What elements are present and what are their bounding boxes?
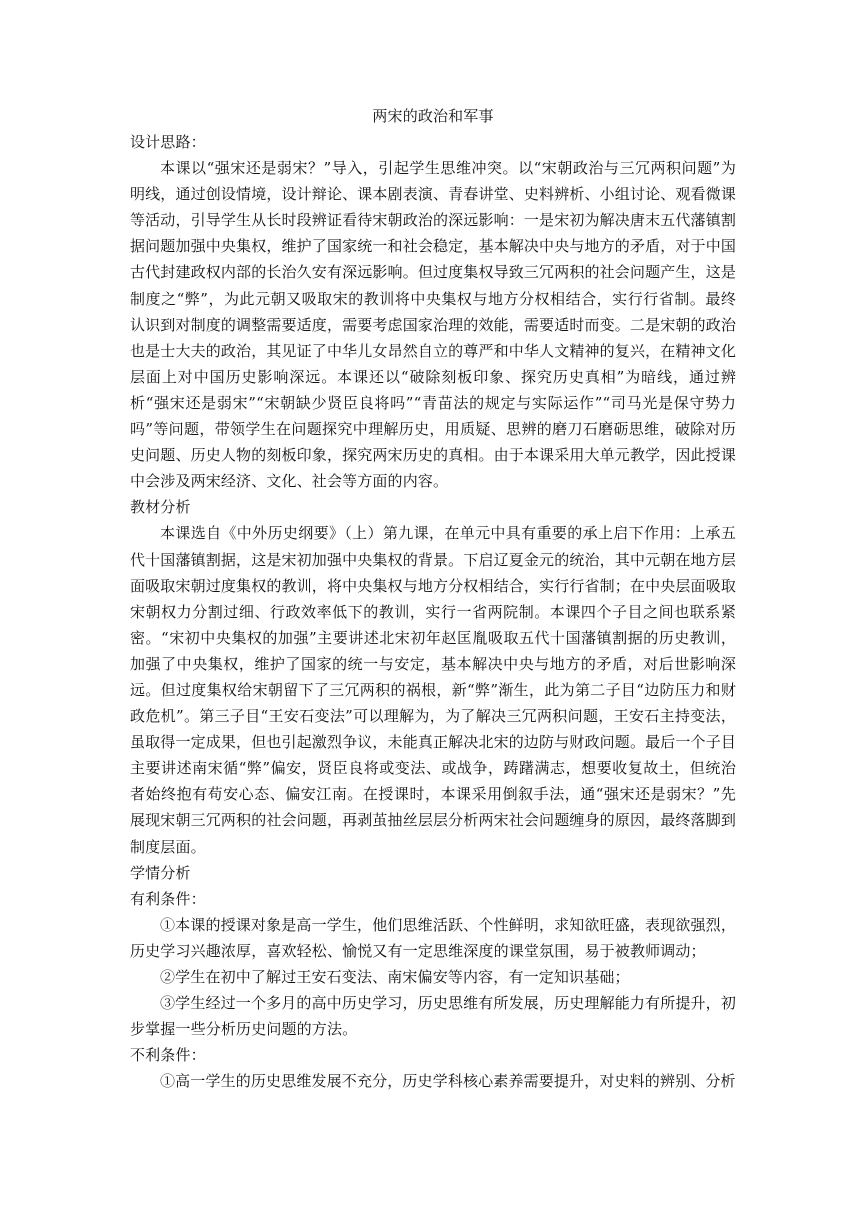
section-heading-design: 设计思路： [130,133,206,151]
subheading-unfavorable: 不利条件： [130,1046,206,1065]
design-paragraph: 本课以“强宋还是弱宋？”导入，引起学生思维冲突。以“宋朝政治与三冗两积问题”为明线，通过创设情境，设计辩论、课本剧表演、青春讲堂、史料辨析、小组讨论、观看微课等活动，引导学生从长时段辨证看待宋朝政治的深远影响：一是宋初为解决唐末五代藩镇割据问题加强中央集权，维护了国家统一和社会稳定，基本解决中央与地方的矛盾，对于中国古代封建政权内部的长治久安有深远影响。但过度集权导致三冗两积的社会问题产生，这是制度之“弊”，为此元朝又吸取宋的教训将中央集权与地方分权相结合，实行行省制。最终认识到对制度的调整需要适度，需要考虑国家治理的效能，需要适时而变。二是宋朝的政治也是士大夫的政治，其见证了中华儿女昂然自立的尊严和中华人文精神的复兴，在精神文化层面上对中国历史影响深远。本课还以“破除刻板印象、探究历史真相”为暗线，通过辨析“强宋还是弱宋”“宋朝缺少贤臣良将吗”“青苗法的规定与实际运作”“司马光是保守势力吗”等问题，带领学生在问题探究中理解历史，用质疑、思辨的磨刀石磨砺思维，破除对历史问题、历史人物的刻板印象，探究两宋历史的真相。由于本课采用大单元教学，因此授课中会涉及两宋经济、文化、社会等方面的内容。 [130,159,737,491]
favorable-item-2: ②学生在初中了解过王安石变法、南宋偏安等内容，有一定知识基础； [160,968,630,986]
unfavorable-item-1: ①高一学生的历史思维发展不充分，历史学科核心素养需要提升，对史料的辨别、分析 [160,1072,736,1091]
textbook-paragraph: 本课选自《中外历史纲要》（上）第九课，在单元中具有重要的承上启下作用：上承五代十国藩镇割据，这是宋初加强中央集权的背景。下启辽夏金元的统治，其中元朝在地方层面吸取宋朝过度集权的教训，将中央集权与地方分权相结合，实行行省制；在中央层面吸取宋朝权力分割过细、行政效率低下的教训，实行一省两院制。本课四个子目之间也联系紧密。“宋初中央集权的加强”主要讲述北宋初年赵匡胤吸取五代十国藩镇割据的历史教训，加强了中央集权，维护了国家的统一与安定，基本解决中央与地方的矛盾，对后世影响深远。但过度集权给宋朝留下了三冗两积的祸根，新“弊”渐生，此为第二子目“边防压力和财政危机”。第三子目“王安石变法”可以理解为，为了解决三冗两积问题，王安石主持变法，虽取得一定成果，但也引起激烈争议，未能真正解决北宋的边防与财政问题。最后一个子目主要讲述南宋循“弊”偏安，贤臣良将或变法、或战争，踌躇满志，想要收复故土，但统治者始终抱有苟安心态、偏安江南。在授课时，本课采用倒叙手法，通“强宋还是弱宋？”先展现宋朝三冗两积的社会问题，再剥茧抽丝层层分析两宋社会问题缠身的原因，最终落脚到制度层面。 [130,524,737,856]
favorable-item-3: ③学生经过一个多月的高中历史学习，历史思维有所发展，历史理解能力有所提升，初步掌握一些分析历史问题的方法。 [130,994,736,1039]
subheading-favorable: 有利条件： [130,889,206,908]
section-heading-textbook: 教材分析 [130,498,191,517]
document-title: 两宋的政治和军事 [372,107,494,125]
section-heading-students: 学情分析 [130,863,191,882]
favorable-item-1: ①本课的授课对象是高一学生，他们思维活跃、个性鲜明，求知欲旺盛，表现欲强烈，历史学习兴趣浓厚，喜欢轻松、愉悦又有一定思维深度的课堂氛围，易于被教师调动； [130,915,736,960]
